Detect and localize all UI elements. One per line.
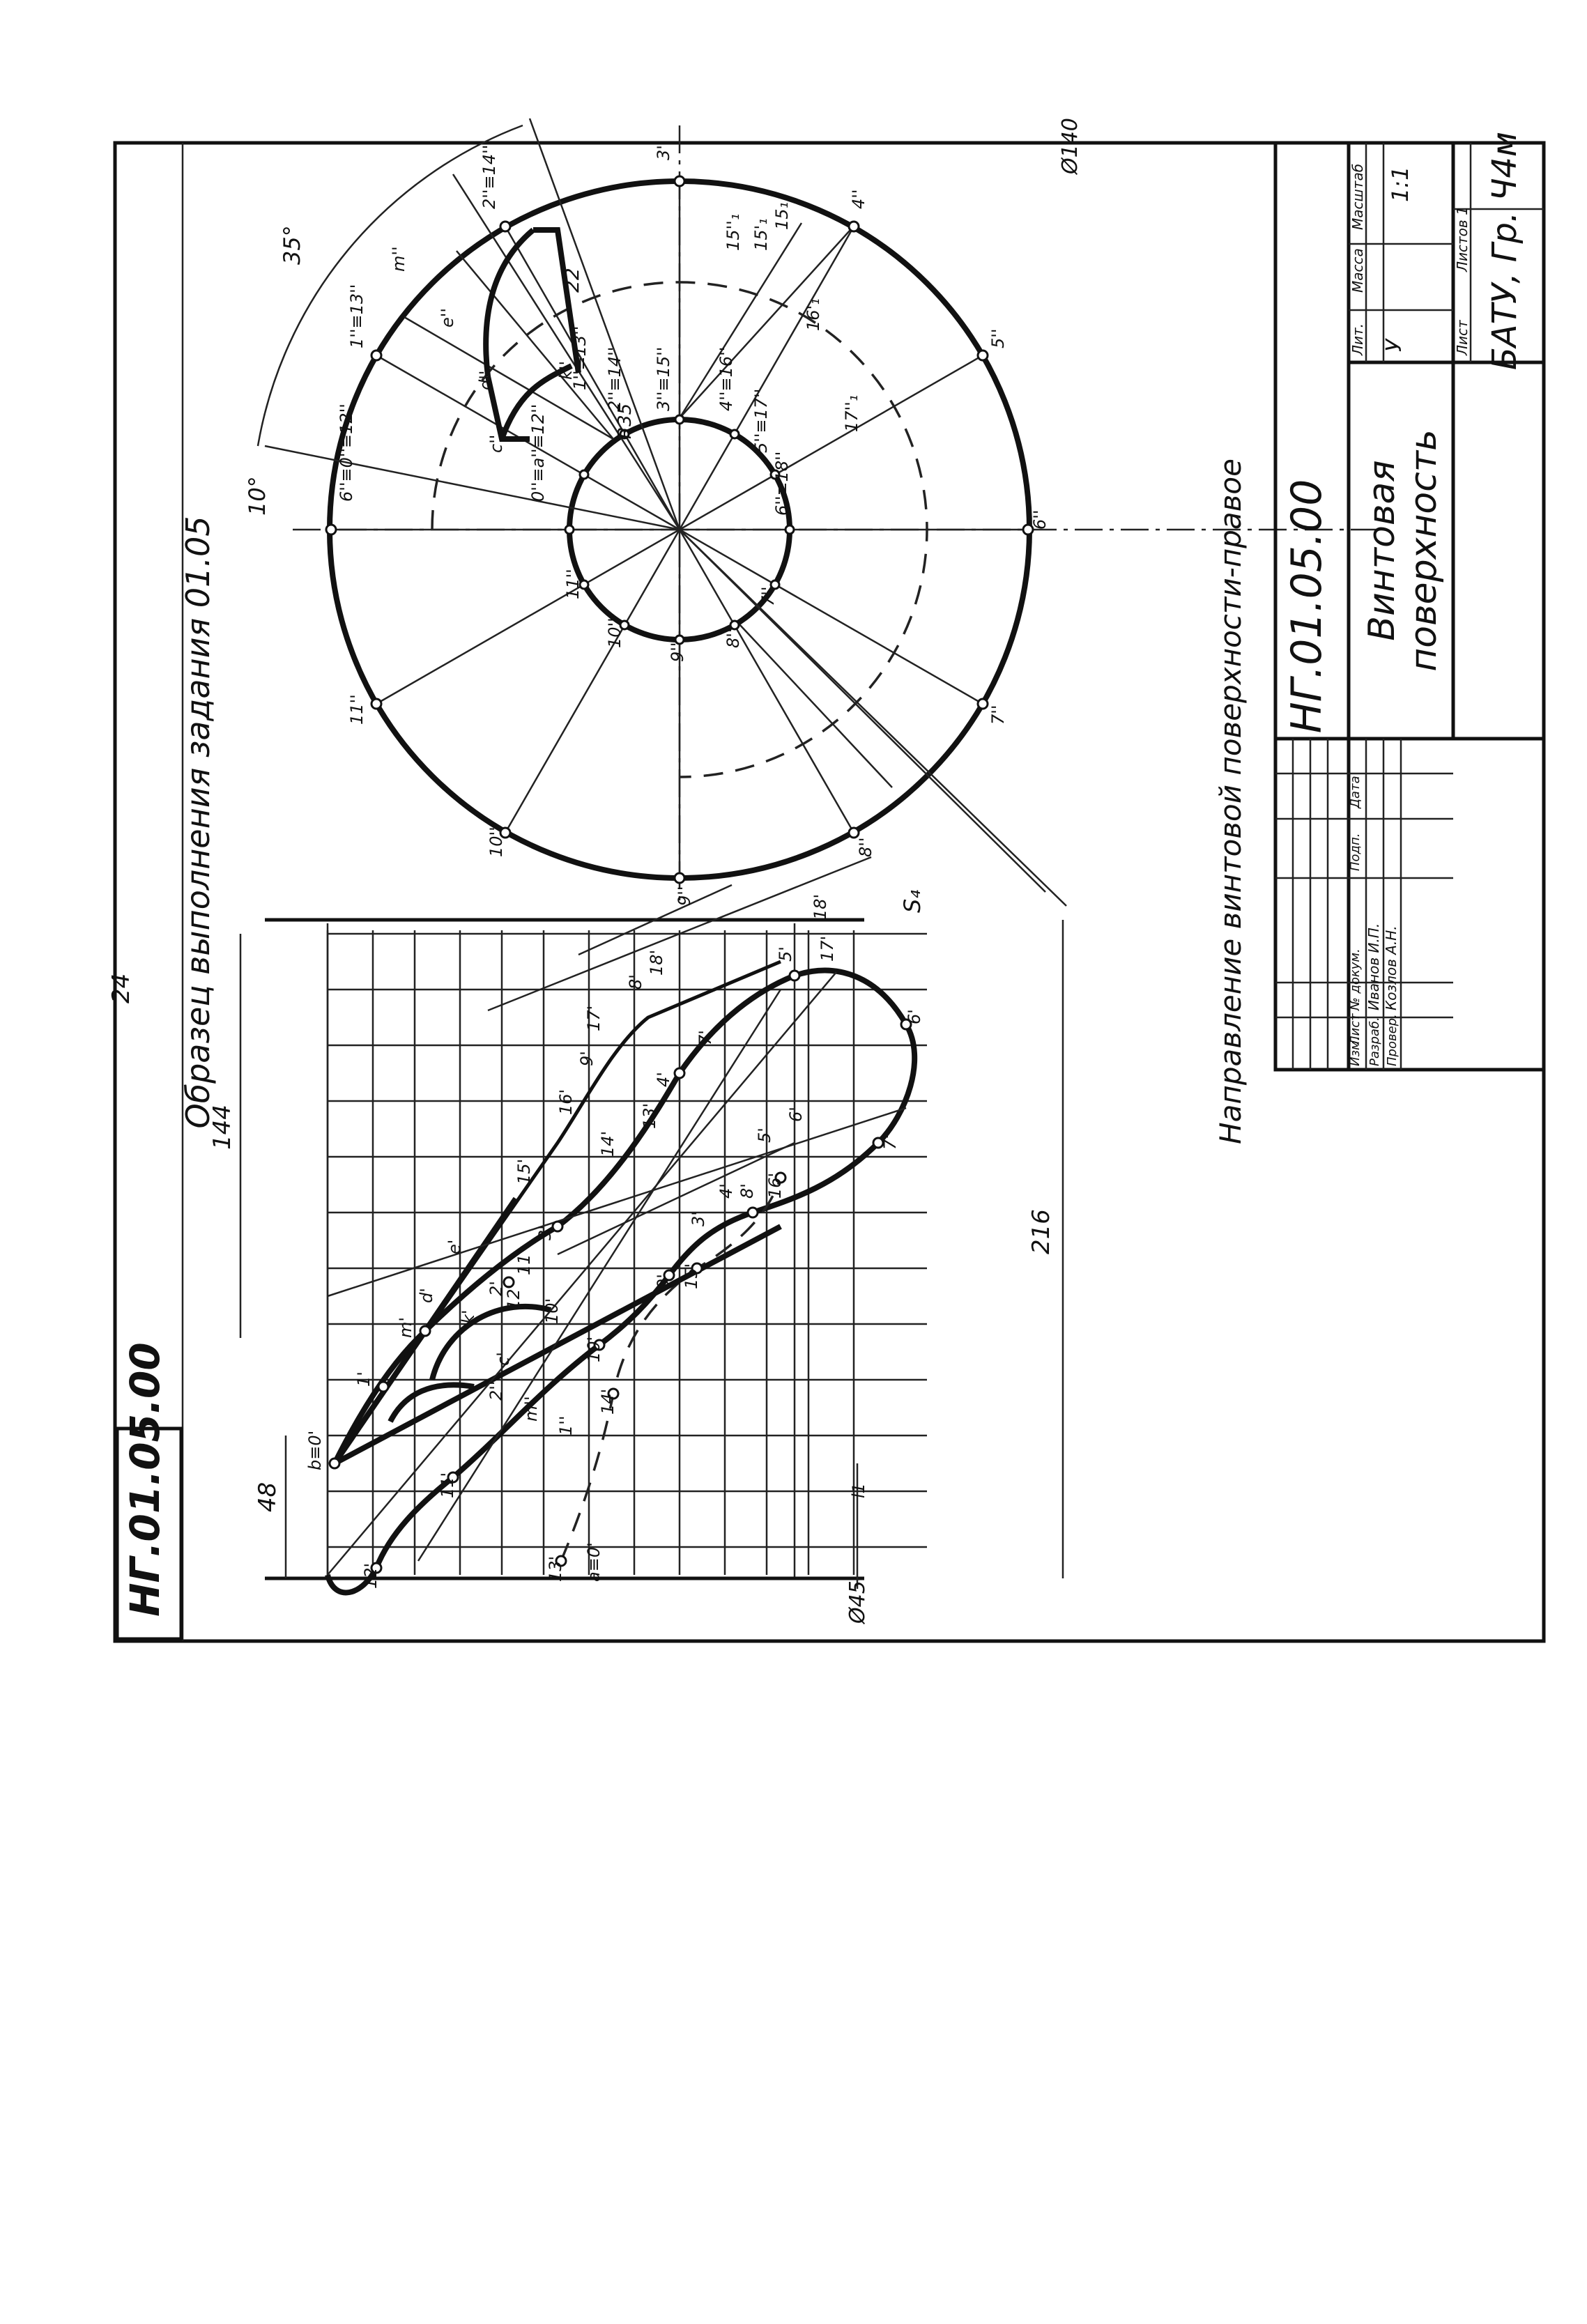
svg-text:10': 10' [584, 1336, 604, 1362]
svg-text:14': 14' [598, 1388, 618, 1415]
svg-text:b≡0': b≡0' [305, 1430, 325, 1470]
helix-points [330, 971, 911, 1573]
svg-text:16': 16' [765, 1172, 785, 1199]
svg-text:17': 17' [818, 935, 837, 962]
svg-text:c': c' [493, 1352, 513, 1366]
title-block-developed-name: Иванов И.П. [1365, 923, 1382, 1010]
svg-text:3': 3' [689, 1211, 708, 1226]
svg-text:12': 12' [504, 1284, 523, 1310]
title-block-scale-value: 1:1 [1387, 166, 1413, 202]
axis-label-s4: S₄ [899, 889, 926, 913]
title-block-col-date: Дата [1348, 776, 1363, 808]
svg-text:2': 2' [486, 1281, 506, 1296]
svg-text:7': 7' [880, 1134, 900, 1150]
svg-text:13': 13' [640, 1102, 659, 1129]
inner-helix-dashed [561, 1178, 781, 1561]
svg-text:8'': 8'' [856, 837, 875, 857]
svg-text:4': 4' [716, 1183, 736, 1199]
svg-text:10'': 10'' [605, 617, 624, 648]
front-view-labels [305, 894, 924, 1589]
svg-text:9'': 9'' [668, 642, 687, 662]
title-block-sheets-label: Листов 1 [1454, 206, 1471, 272]
svg-text:16': 16' [556, 1088, 576, 1115]
svg-text:14': 14' [598, 1130, 618, 1157]
dim-small: 22 [560, 268, 583, 293]
top-view [258, 118, 1380, 906]
svg-text:l1: l1 [849, 1483, 868, 1498]
title-block-col-doc: № докум. [1348, 948, 1363, 1010]
title-block-name-1: Винтовая [1361, 460, 1403, 641]
svg-text:18': 18' [811, 893, 830, 920]
sheet-title: Образец выполнения задания 01.05 [179, 516, 217, 1129]
corner-stamp-code: НГ.01.05.00 [121, 1342, 169, 1617]
drawing-frame [115, 140, 1544, 1641]
svg-text:e': e' [445, 1239, 464, 1254]
direction-note: Направление винтовой поверхности-правое [1213, 459, 1248, 1144]
outer-helix [328, 971, 914, 1593]
svg-text:15''₁: 15''₁ [723, 213, 743, 251]
svg-text:e'': e'' [438, 308, 457, 328]
svg-text:1''≡13'': 1''≡13'' [570, 325, 590, 390]
svg-text:0''≡a''≡12'': 0''≡a''≡12'' [528, 403, 548, 502]
svg-text:1': 1' [354, 1371, 374, 1387]
svg-text:9': 9' [577, 1051, 597, 1066]
title-block-col-sign: Подп. [1348, 833, 1363, 871]
svg-text:m'': m'' [521, 1396, 541, 1422]
svg-text:12': 12' [361, 1562, 381, 1589]
title-block-checked-label: Провер. [1385, 1014, 1400, 1066]
svg-text:3': 3' [535, 1225, 555, 1240]
svg-text:15': 15' [514, 1158, 534, 1185]
dim-pitch: 144 [208, 1105, 236, 1150]
svg-text:8': 8' [737, 1183, 757, 1199]
svg-text:6'': 6'' [1030, 509, 1050, 530]
svg-text:7'': 7'' [988, 705, 1008, 725]
svg-text:5': 5' [776, 946, 795, 962]
svg-text:k': k' [459, 1309, 478, 1324]
svg-text:5'': 5'' [988, 328, 1008, 348]
svg-text:5': 5' [755, 1128, 774, 1143]
title-block-name-2: поверхность [1403, 429, 1445, 672]
dim-radius: R35 [615, 403, 636, 439]
svg-text:8': 8' [626, 974, 645, 990]
svg-text:7': 7' [696, 1030, 715, 1045]
svg-text:10': 10' [542, 1298, 562, 1324]
title-block-scale-header: Масштаб [1349, 163, 1366, 230]
svg-text:4''≡16'': 4''≡16'' [716, 346, 736, 411]
svg-text:11'': 11'' [347, 694, 367, 725]
title-block-sheet-label: Лист [1454, 320, 1471, 355]
angle-extension-line [265, 446, 680, 530]
title-block-col-sheet: Лист [1348, 1013, 1363, 1045]
front-profile-arc-2 [432, 1307, 551, 1380]
dim-angle-35: 35° [279, 225, 305, 265]
svg-text:1'': 1'' [556, 1415, 576, 1436]
svg-text:11': 11' [438, 1472, 457, 1498]
grid-lines-vertical [328, 934, 927, 1547]
svg-text:13': 13' [546, 1555, 565, 1582]
dim-length-total: 216 [1027, 1209, 1055, 1254]
svg-text:5''≡17'': 5''≡17'' [751, 388, 771, 453]
svg-text:d': d' [417, 1288, 436, 1303]
radial-lines [331, 174, 1066, 906]
svg-text:2''≡14'': 2''≡14'' [605, 346, 624, 411]
title-block-org: БАТУ, Гр. Ч4м [1485, 131, 1524, 371]
svg-text:9'': 9'' [675, 886, 694, 906]
dim-angle-10: 10° [244, 476, 270, 516]
svg-text:8'': 8'' [723, 628, 743, 648]
svg-text:15': 15' [682, 1263, 701, 1289]
svg-text:a≡0': a≡0' [584, 1542, 604, 1582]
svg-text:11'': 11'' [563, 569, 583, 599]
svg-text:15'₁: 15'₁ [751, 218, 771, 251]
svg-text:c'': c'' [486, 434, 506, 453]
title-block-developed-label: Разраб. [1367, 1017, 1382, 1066]
svg-text:18': 18' [647, 949, 666, 976]
svg-text:2'': 2'' [486, 1380, 506, 1401]
svg-text:6''≡0''≡12'': 6''≡0''≡12'' [337, 403, 356, 502]
svg-text:1''≡13'': 1''≡13'' [347, 284, 367, 348]
dim-offset: 48 [254, 1482, 282, 1512]
svg-text:11': 11' [514, 1249, 534, 1275]
svg-text:4': 4' [654, 1072, 673, 1087]
title-block [1275, 132, 1544, 1070]
title-block-stage-value: У [1382, 339, 1406, 352]
title-block-checked-name: Козлов А.Н. [1383, 925, 1400, 1010]
title-block-mass-header: Масса [1349, 248, 1366, 293]
svg-text:3'': 3'' [654, 140, 673, 160]
svg-text:k'': k'' [556, 360, 576, 380]
title-block-col-change: Изм. [1348, 1036, 1363, 1066]
svg-text:17''₁: 17''₁ [842, 394, 861, 432]
svg-text:m': m' [396, 1317, 415, 1338]
svg-text:6': 6' [786, 1107, 806, 1122]
profile-curve-outer [486, 230, 533, 376]
svg-text:7'': 7'' [758, 586, 778, 606]
svg-text:17': 17' [584, 1005, 604, 1031]
svg-text:15₁: 15₁ [772, 201, 792, 230]
title-block-stage-header: Лит. [1349, 323, 1366, 355]
svg-text:6': 6' [905, 1009, 924, 1024]
svg-text:16'₁: 16'₁ [804, 298, 823, 331]
svg-text:m'': m'' [389, 246, 408, 272]
svg-text:10'': 10'' [486, 826, 506, 857]
dim-inner-diameter: Ø45 [845, 1580, 870, 1624]
svg-text:6''≡18'': 6''≡18'' [772, 451, 792, 516]
svg-text:2''≡14'': 2''≡14'' [480, 144, 499, 209]
svg-text:d'': d'' [476, 370, 496, 390]
dim-outer-diameter: Ø140 [1058, 118, 1082, 174]
title-block-code: НГ.01.05.00 [1282, 479, 1331, 734]
svg-text:9': 9' [654, 1274, 673, 1289]
svg-text:3''≡15'': 3''≡15'' [654, 346, 673, 411]
svg-text:4'': 4'' [849, 189, 868, 209]
page-number: 24 [107, 973, 135, 1003]
